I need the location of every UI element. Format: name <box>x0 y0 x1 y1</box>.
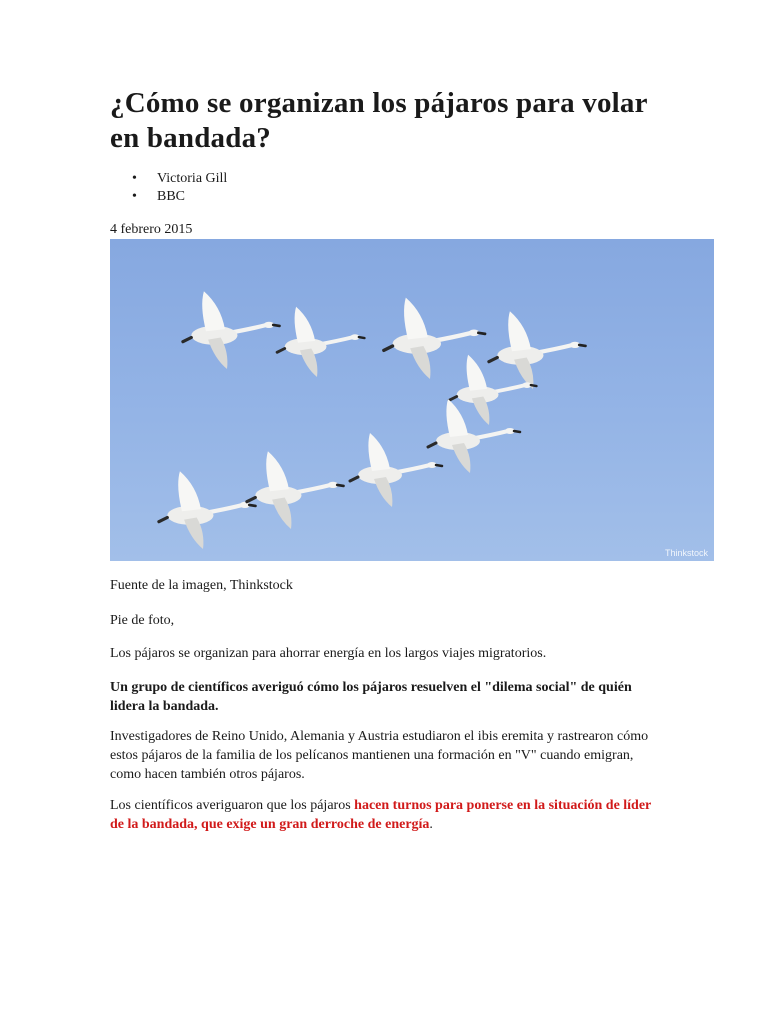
article-lead: Un grupo de científicos averiguó cómo los pájaros resuelven el "dilema social" de quién lidera la bandada. <box>110 680 632 714</box>
article-paragraph-2 <box>110 796 666 834</box>
flock-photo <box>110 239 714 561</box>
author-list <box>110 170 227 206</box>
author-name: • Victoria Gill <box>110 170 227 188</box>
photo-watermark: Thinkstock <box>664 548 708 558</box>
paragraph-2-end: . <box>429 817 433 832</box>
article-paragraph-1: Investigadores de Reino Unido, Alemania y Austria estudiaron el ibis eremita y rastrearon cómo estos pájaros de la familia de los pelícanos mantienen una formación en "V" cuando emigran, como hacen también otros pájaros. <box>110 729 649 782</box>
publish-date: 4 febrero 2015 <box>110 222 193 237</box>
author-source: • BBC <box>110 188 227 206</box>
image-credit: Fuente de la imagen, Thinkstock <box>110 578 293 593</box>
image-caption: Los pájaros se organizan para ahorrar energía en los largos viajes migratorios. <box>110 646 547 661</box>
caption-label: Pie de foto, <box>110 613 175 628</box>
highlighted-text: hacen turnos para ponerse en la situación de líder de la bandada, que exige un gran derroche de energía <box>110 798 652 832</box>
swans-illustration <box>110 239 714 561</box>
paragraph-2-start: Los científicos averiguaron que los pájaros <box>110 798 355 813</box>
article-title: ¿Cómo se organizan los pájaros para volar en bandada? <box>110 87 648 154</box>
